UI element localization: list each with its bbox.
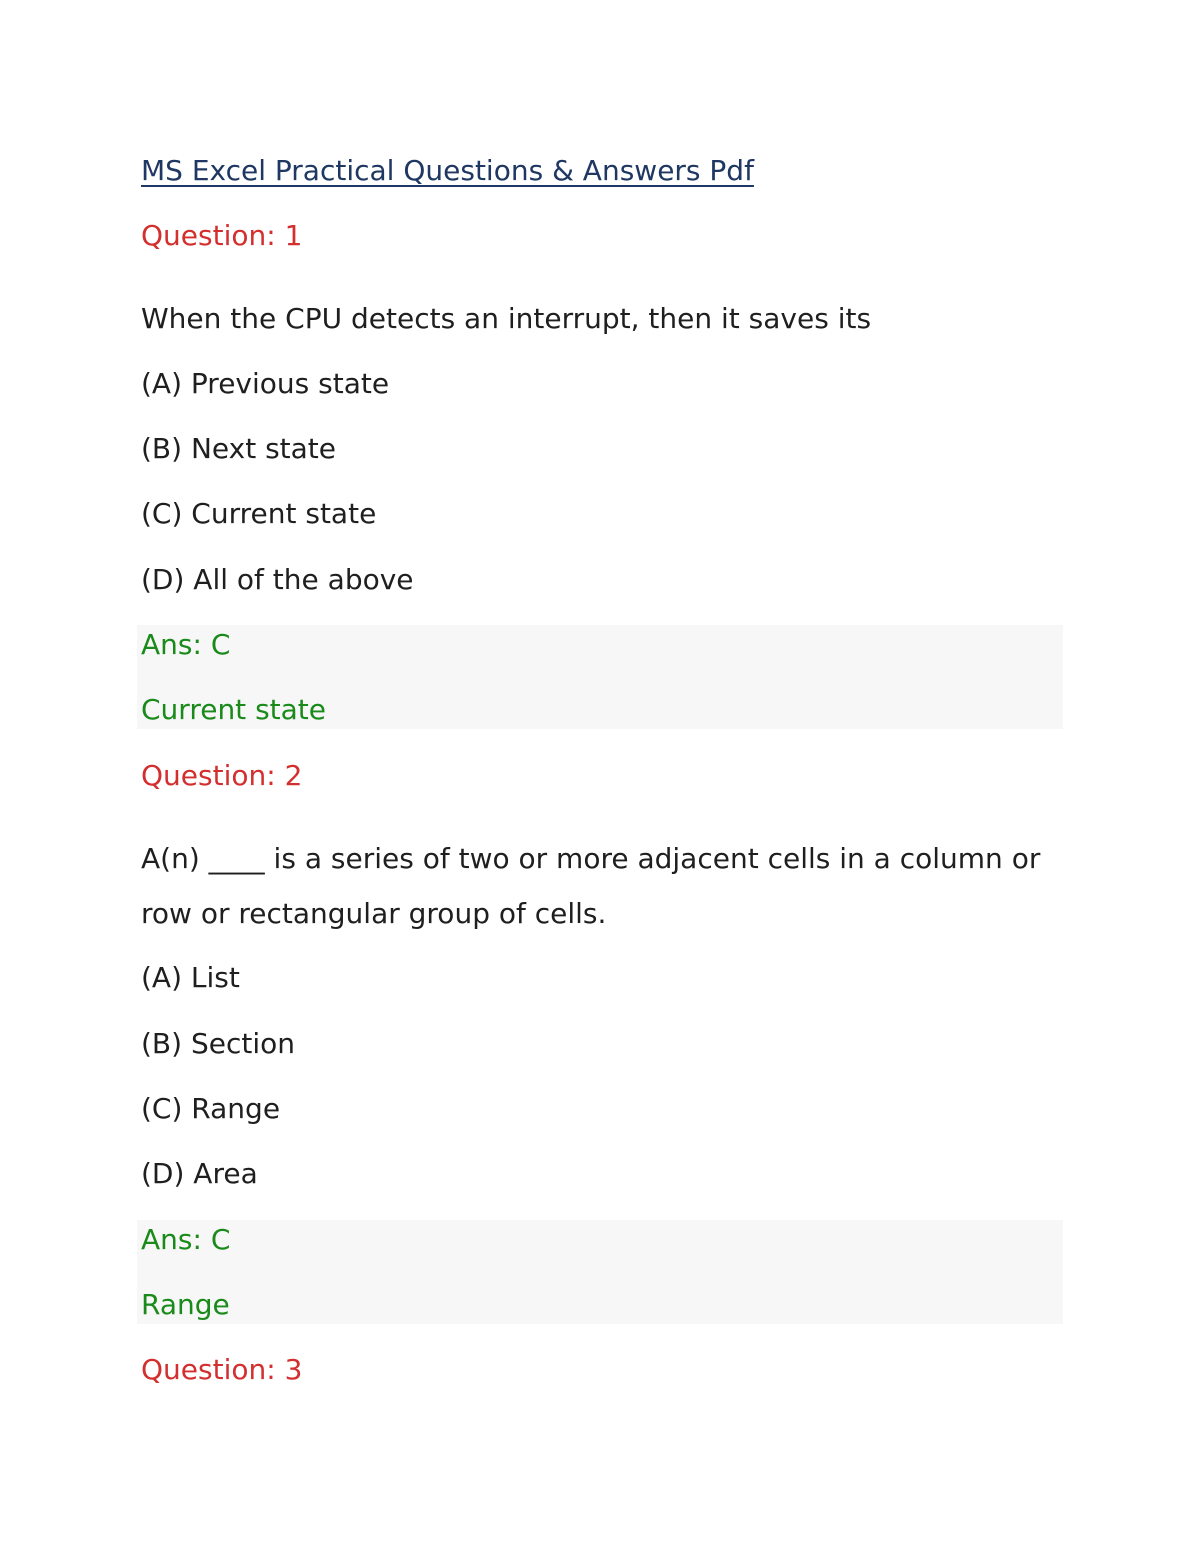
question-2-option-d: (D) Area xyxy=(141,1157,258,1190)
question-1-text: When the CPU detects an interrupt, then it saves its xyxy=(141,302,872,335)
question-1-option-a: (A) Previous state xyxy=(141,367,390,400)
question-2-option-a: (A) List xyxy=(141,961,240,994)
answer-2-label: Ans: C xyxy=(141,1223,231,1256)
question-3-heading: Question: 3 xyxy=(141,1353,303,1386)
question-1-heading: Question: 1 xyxy=(141,219,303,252)
question-1-option-b: (B) Next state xyxy=(141,432,337,465)
answer-1-text: Current state xyxy=(141,693,326,726)
document-title-link[interactable]: MS Excel Practical Questions & Answers Pdf xyxy=(141,154,754,187)
answer-1-label: Ans: C xyxy=(141,628,231,661)
question-2-heading: Question: 2 xyxy=(141,759,303,792)
question-2-text-line-1: A(n) ____ is a series of two or more adjacent cells in a column or xyxy=(141,842,1041,875)
question-2-option-c: (C) Range xyxy=(141,1092,281,1125)
answer-2-box xyxy=(137,1220,1063,1324)
question-1-option-c: (C) Current state xyxy=(141,497,377,530)
question-2-option-b: (B) Section xyxy=(141,1027,295,1060)
question-2-text-line-2: row or rectangular group of cells. xyxy=(141,897,607,930)
question-1-option-d: (D) All of the above xyxy=(141,563,414,596)
answer-2-text: Range xyxy=(141,1288,230,1321)
